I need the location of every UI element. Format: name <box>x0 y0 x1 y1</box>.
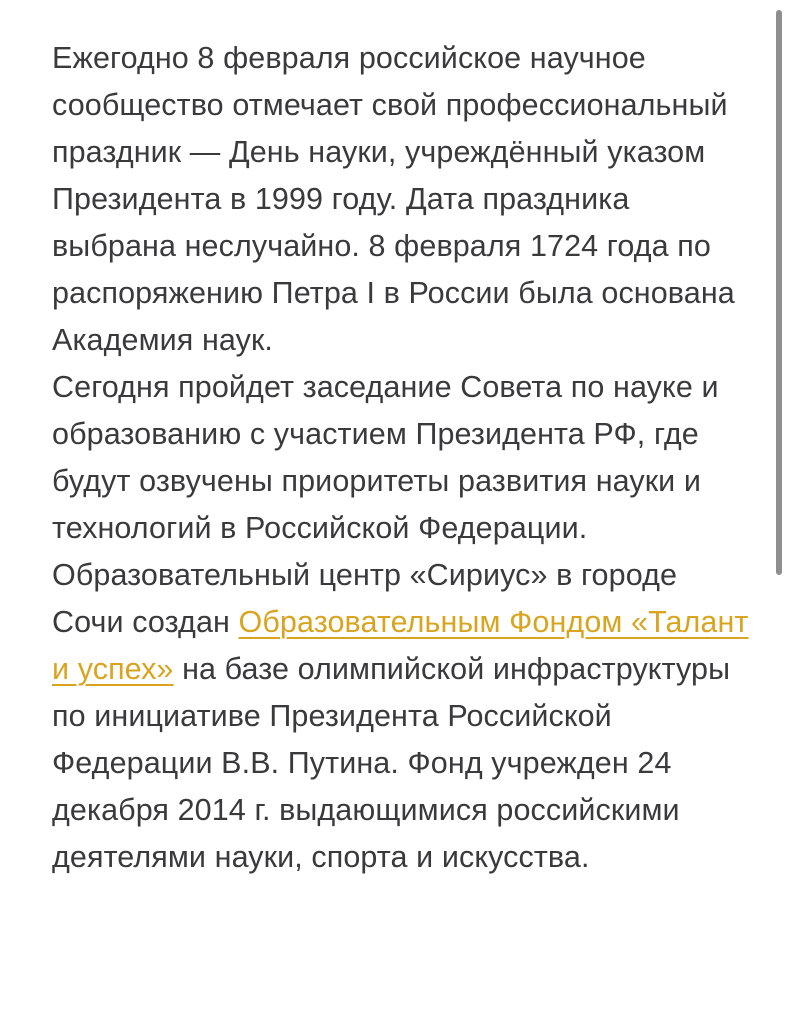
paragraph-council-meeting: Сегодня пройдет заседание Совета по науке и образованию с участием Президента РФ, где будут озвучены приоритеты развития науки и технологий в Российской Федерации. <box>52 370 719 545</box>
paragraph-sirius-center <box>52 552 752 881</box>
vertical-scrollbar[interactable] <box>776 10 782 575</box>
article-body <box>52 35 752 881</box>
talent-and-success-foundation-link[interactable]: Образовательным Фондом «Талант и успех» <box>52 605 749 686</box>
paragraph-sirius-text-after-link: на базе олимпийской инфраструктуры по инициативе Президента Российской Федерации В.В. Путина. Фонд учрежден 24 декабря 2014 г. выдающимися российскими деятелями науки, спорта и искусства. <box>52 652 731 874</box>
paragraph-science-day: Ежегодно 8 февраля российское научное сообщество отмечает свой профессиональный праздник — День науки, учреждённый указом Президента в 1999 году. Дата праздника выбрана неслучайно. 8 февраля 1724 года по распоряжению Петра I в России была основана Академия наук. <box>52 41 735 357</box>
paragraph-sirius-text-before-link: Образовательный центр «Сириус» в городе Сочи создан <box>52 558 678 639</box>
